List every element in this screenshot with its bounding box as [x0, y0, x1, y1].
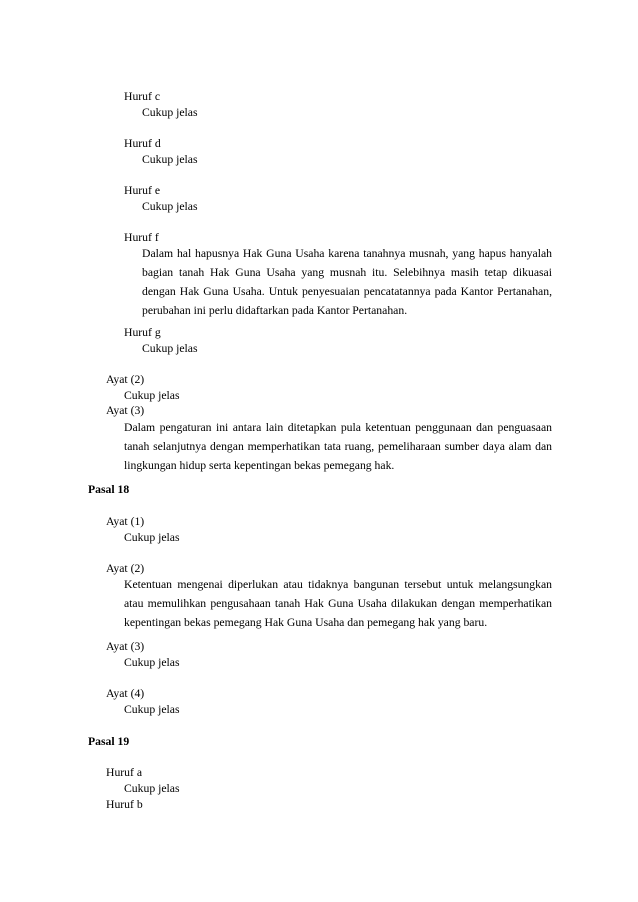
body-text: Cukup jelas — [124, 389, 180, 402]
heading-ayat-2: Ayat (2) — [106, 373, 145, 386]
body-text: Cukup jelas — [124, 656, 180, 669]
heading-huruf-f: Huruf f — [124, 231, 159, 244]
body-text: Cukup jelas — [142, 200, 198, 213]
body-text: Cukup jelas — [124, 703, 180, 716]
heading-pasal-18: Pasal 18 — [88, 483, 130, 496]
heading-ayat-3: Ayat (3) — [106, 640, 145, 653]
heading-huruf-b: Huruf b — [106, 798, 143, 811]
body-text: Cukup jelas — [124, 531, 180, 544]
body-text: Cukup jelas — [142, 153, 198, 166]
body-text: Cukup jelas — [142, 342, 198, 355]
heading-huruf-c: Huruf c — [124, 90, 161, 103]
heading-ayat-1: Ayat (1) — [106, 515, 145, 528]
heading-huruf-e: Huruf e — [124, 184, 161, 197]
body-text: Cukup jelas — [142, 106, 198, 119]
paragraph-huruf-f: Dalam hal hapusnya Hak Guna Usaha karena tanahnya musnah, yang hapus hanyalah bagian tanah Hak Guna Usaha yang musnah itu. Selebihnya masih tetap dikuasai dengan Hak Guna Usaha. Untuk penyesuaian pencatatannya pada Kantor Pertanahan, perubahan ini perlu didaftarkan pada Kantor Pertanahan. — [142, 247, 552, 317]
paragraph-ayat-3: Dalam pengaturan ini antara lain ditetapkan pula ketentuan penggunaan dan penguasaan tanah selanjutnya dengan memperhatikan tata ruang, pemeliharaan sumber daya alam dan lingkungan hidup serta kepentingan bekas pemegang hak. — [124, 421, 552, 472]
heading-ayat-2: Ayat (2) — [106, 562, 145, 575]
heading-huruf-d: Huruf d — [124, 137, 161, 150]
heading-huruf-g: Huruf g — [124, 326, 161, 339]
heading-ayat-3: Ayat (3) — [106, 404, 145, 417]
body-text: Cukup jelas — [124, 782, 180, 795]
heading-pasal-19: Pasal 19 — [88, 735, 130, 748]
paragraph-ayat-2: Ketentuan mengenai diperlukan atau tidaknya bangunan tersebut untuk melangsungkan atau memulihkan pengusahaan tanah Hak Guna Usaha dilakukan dengan memperhatikan kepentingan bekas pemegang Hak Guna Usaha dan pemegang hak yang baru. — [124, 578, 552, 629]
heading-ayat-4: Ayat (4) — [106, 687, 145, 700]
heading-huruf-a: Huruf a — [106, 766, 143, 779]
